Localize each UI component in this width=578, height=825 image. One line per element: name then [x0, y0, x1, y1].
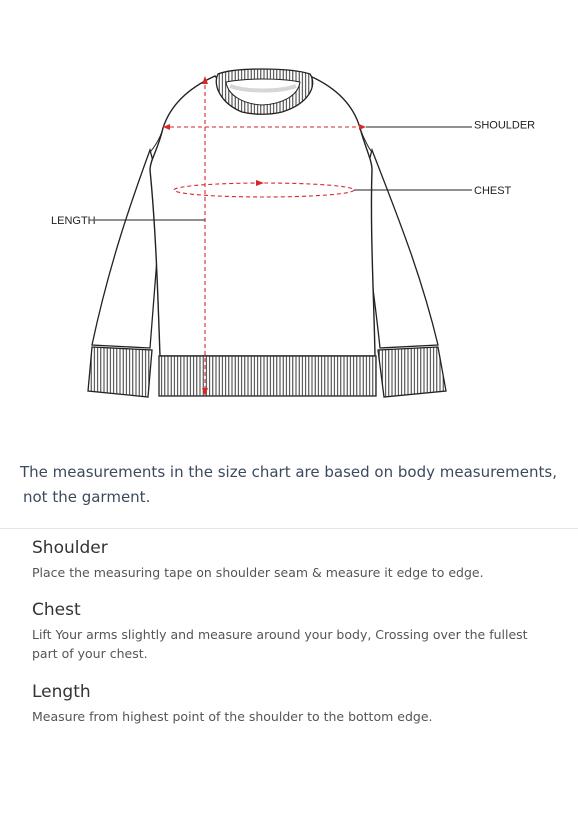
section-divider [0, 528, 578, 529]
left-cuff [88, 347, 152, 397]
chest-callout-label: CHEST [474, 185, 512, 197]
right-cuff [378, 347, 446, 397]
length-guide-text: Measure from highest point of the shoulder to the bottom edge. [32, 709, 433, 724]
size-chart-note-line-2: not the garment. [23, 488, 151, 506]
length-callout-label: LENGTH [51, 215, 96, 227]
shoulder-callout-label: SHOULDER [474, 119, 536, 132]
chest-guide-title: Chest [32, 600, 81, 620]
size-chart-note [20, 460, 565, 510]
chest-guide-text-line-1: Lift Your arms slightly and measure around your body, Crossing over the fullest [32, 627, 528, 642]
length-guide-title: Length [32, 682, 91, 702]
size-chart-note-line-1: The measurements in the size chart are based on body measurements, [20, 463, 557, 481]
shoulder-guide [32, 537, 552, 582]
shoulder-guide-title: Shoulder [32, 538, 108, 558]
shoulder-guide-text: Place the measuring tape on shoulder seam & measure it edge to edge. [32, 565, 484, 580]
sweatshirt-body [150, 76, 375, 356]
chest-guide [32, 599, 552, 663]
hem-rib [159, 356, 376, 396]
chest-guide-text-line-2: part of your chest. [32, 646, 148, 661]
length-guide [32, 681, 552, 726]
chest-guide-text [32, 625, 552, 663]
